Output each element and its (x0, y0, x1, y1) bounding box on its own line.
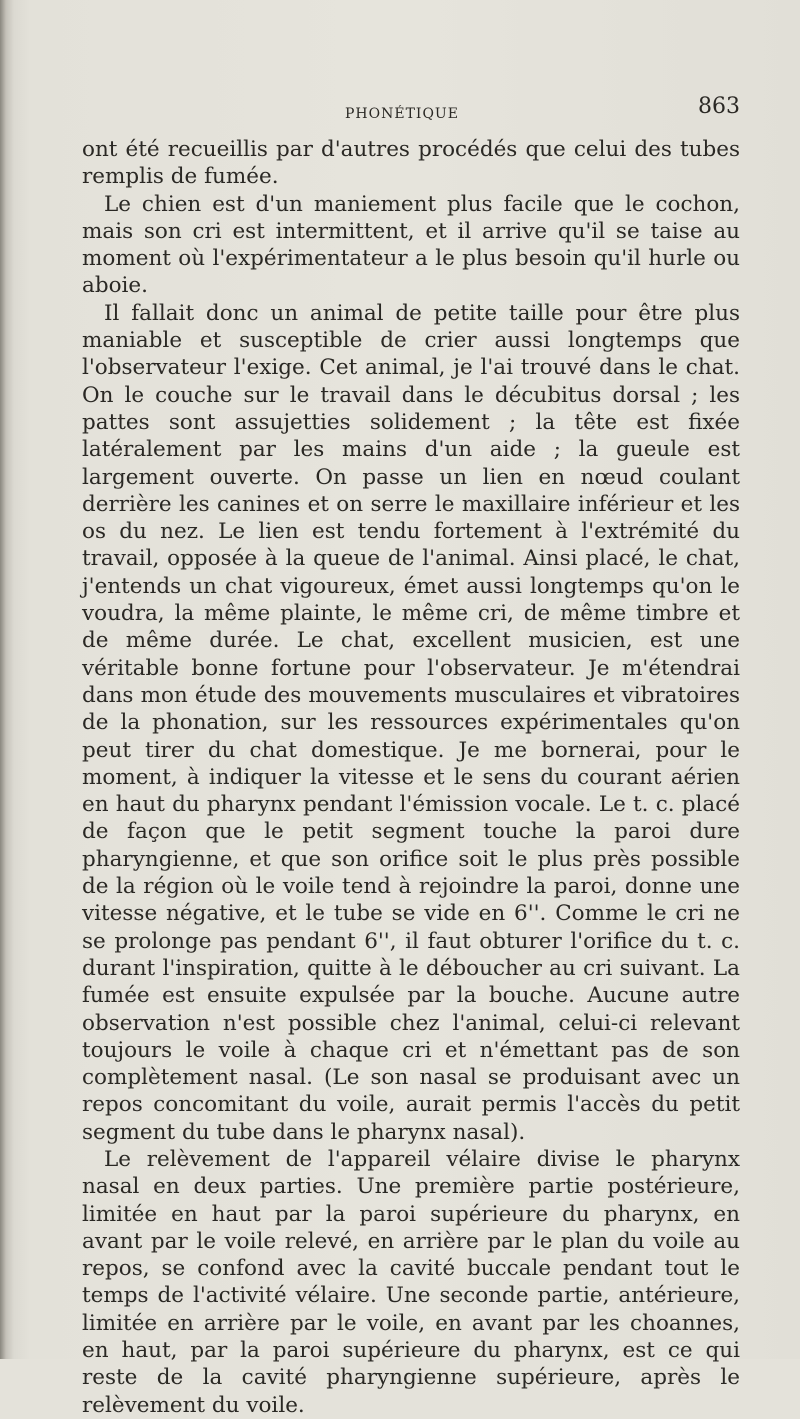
paragraph-continued: ont été recueillis par d'autres procédés que celui des tubes remplis de fumée. (82, 137, 740, 190)
body-text (82, 136, 740, 1419)
page-number: 863 (698, 94, 740, 119)
page-header (70, 92, 740, 132)
book-spine-shadow (0, 0, 14, 1359)
paragraph-velar: Le relèvement de l'appareil vélaire divise le pharynx nasal en deux parties. Une première partie postérieure, limitée en haut par la paroi supérieure du pharynx, en avant par le voile relevé, en arrière par le plan du voile au repos, se confond avec la cavité buccale pendant tout le temps de l'activité vélaire. Une seconde partie, antérieure, limitée en arrière par le voile, en avant par les choannes, en haut, par la paroi supérieure du pharynx, est ce qui reste de la cavité pharyngienne supérieure, après le relèvement du voile. (82, 1146, 740, 1418)
paragraph-cat: Il fallait donc un animal de petite taille pour être plus maniable et susceptible de crier aussi longtemps que l'observateur l'exige. Cet animal, je l'ai trouvé dans le chat. On le couche sur le travail dans le décubitus dorsal ; les pattes sont assujetties solidement ; la tête est fixée latéralement par les mains d'un aide ; la gueule est largement ouverte. On passe un lien en nœud coulant derrière les canines et on serre le maxillaire inférieur et les os du nez. Le lien est tendu fortement à l'extrémité du travail, opposée à la queue de l'animal. Ainsi placé, le chat, j'entends un chat vigoureux, émet aussi longtemps qu'on le voudra, la même plainte, le même cri, de même timbre et de même durée. Le chat, excellent musicien, est une véritable bonne fortune pour l'observateur. Je m'étendrai dans mon étude des mouvements musculaires et vibratoires de la phonation, sur les ressources expérimentales qu'on peut tirer du chat domestique. Je me bornerai, pour le moment, à indiquer la vitesse et le sens du courant aérien en haut du pharynx pendant l'émission vocale. Le t. c. placé de façon que le petit segment touche la paroi dure pharyngienne, et que son orifice soit le plus près possible de la région où le voile tend à rejoindre la paroi, donne une vitesse négative, et le tube se vide en 6''. Comme le cri ne se prolonge pas pendant 6'', il faut obturer l'orifice du t. c. durant l'inspiration, quitte à le déboucher au cri suivant. La fumée est ensuite expulsée par la bouche. Aucune autre observation n'est possible chez l'animal, celui-ci relevant toujours le voile à chaque cri et n'émettant pas de son complètement nasal. (Le son nasal se produisant avec un repos concomitant du voile, aurait permis l'accès du petit segment du tube dans le pharynx nasal). (82, 300, 740, 1145)
running-title: PHONÉTIQUE (345, 106, 459, 122)
paragraph-dog: Le chien est d'un maniement plus facile que le cochon, mais son cri est intermittent, et il arrive qu'il se taise au moment où l'expérimentateur a le plus besoin qu'il hurle ou aboie. (82, 191, 740, 299)
